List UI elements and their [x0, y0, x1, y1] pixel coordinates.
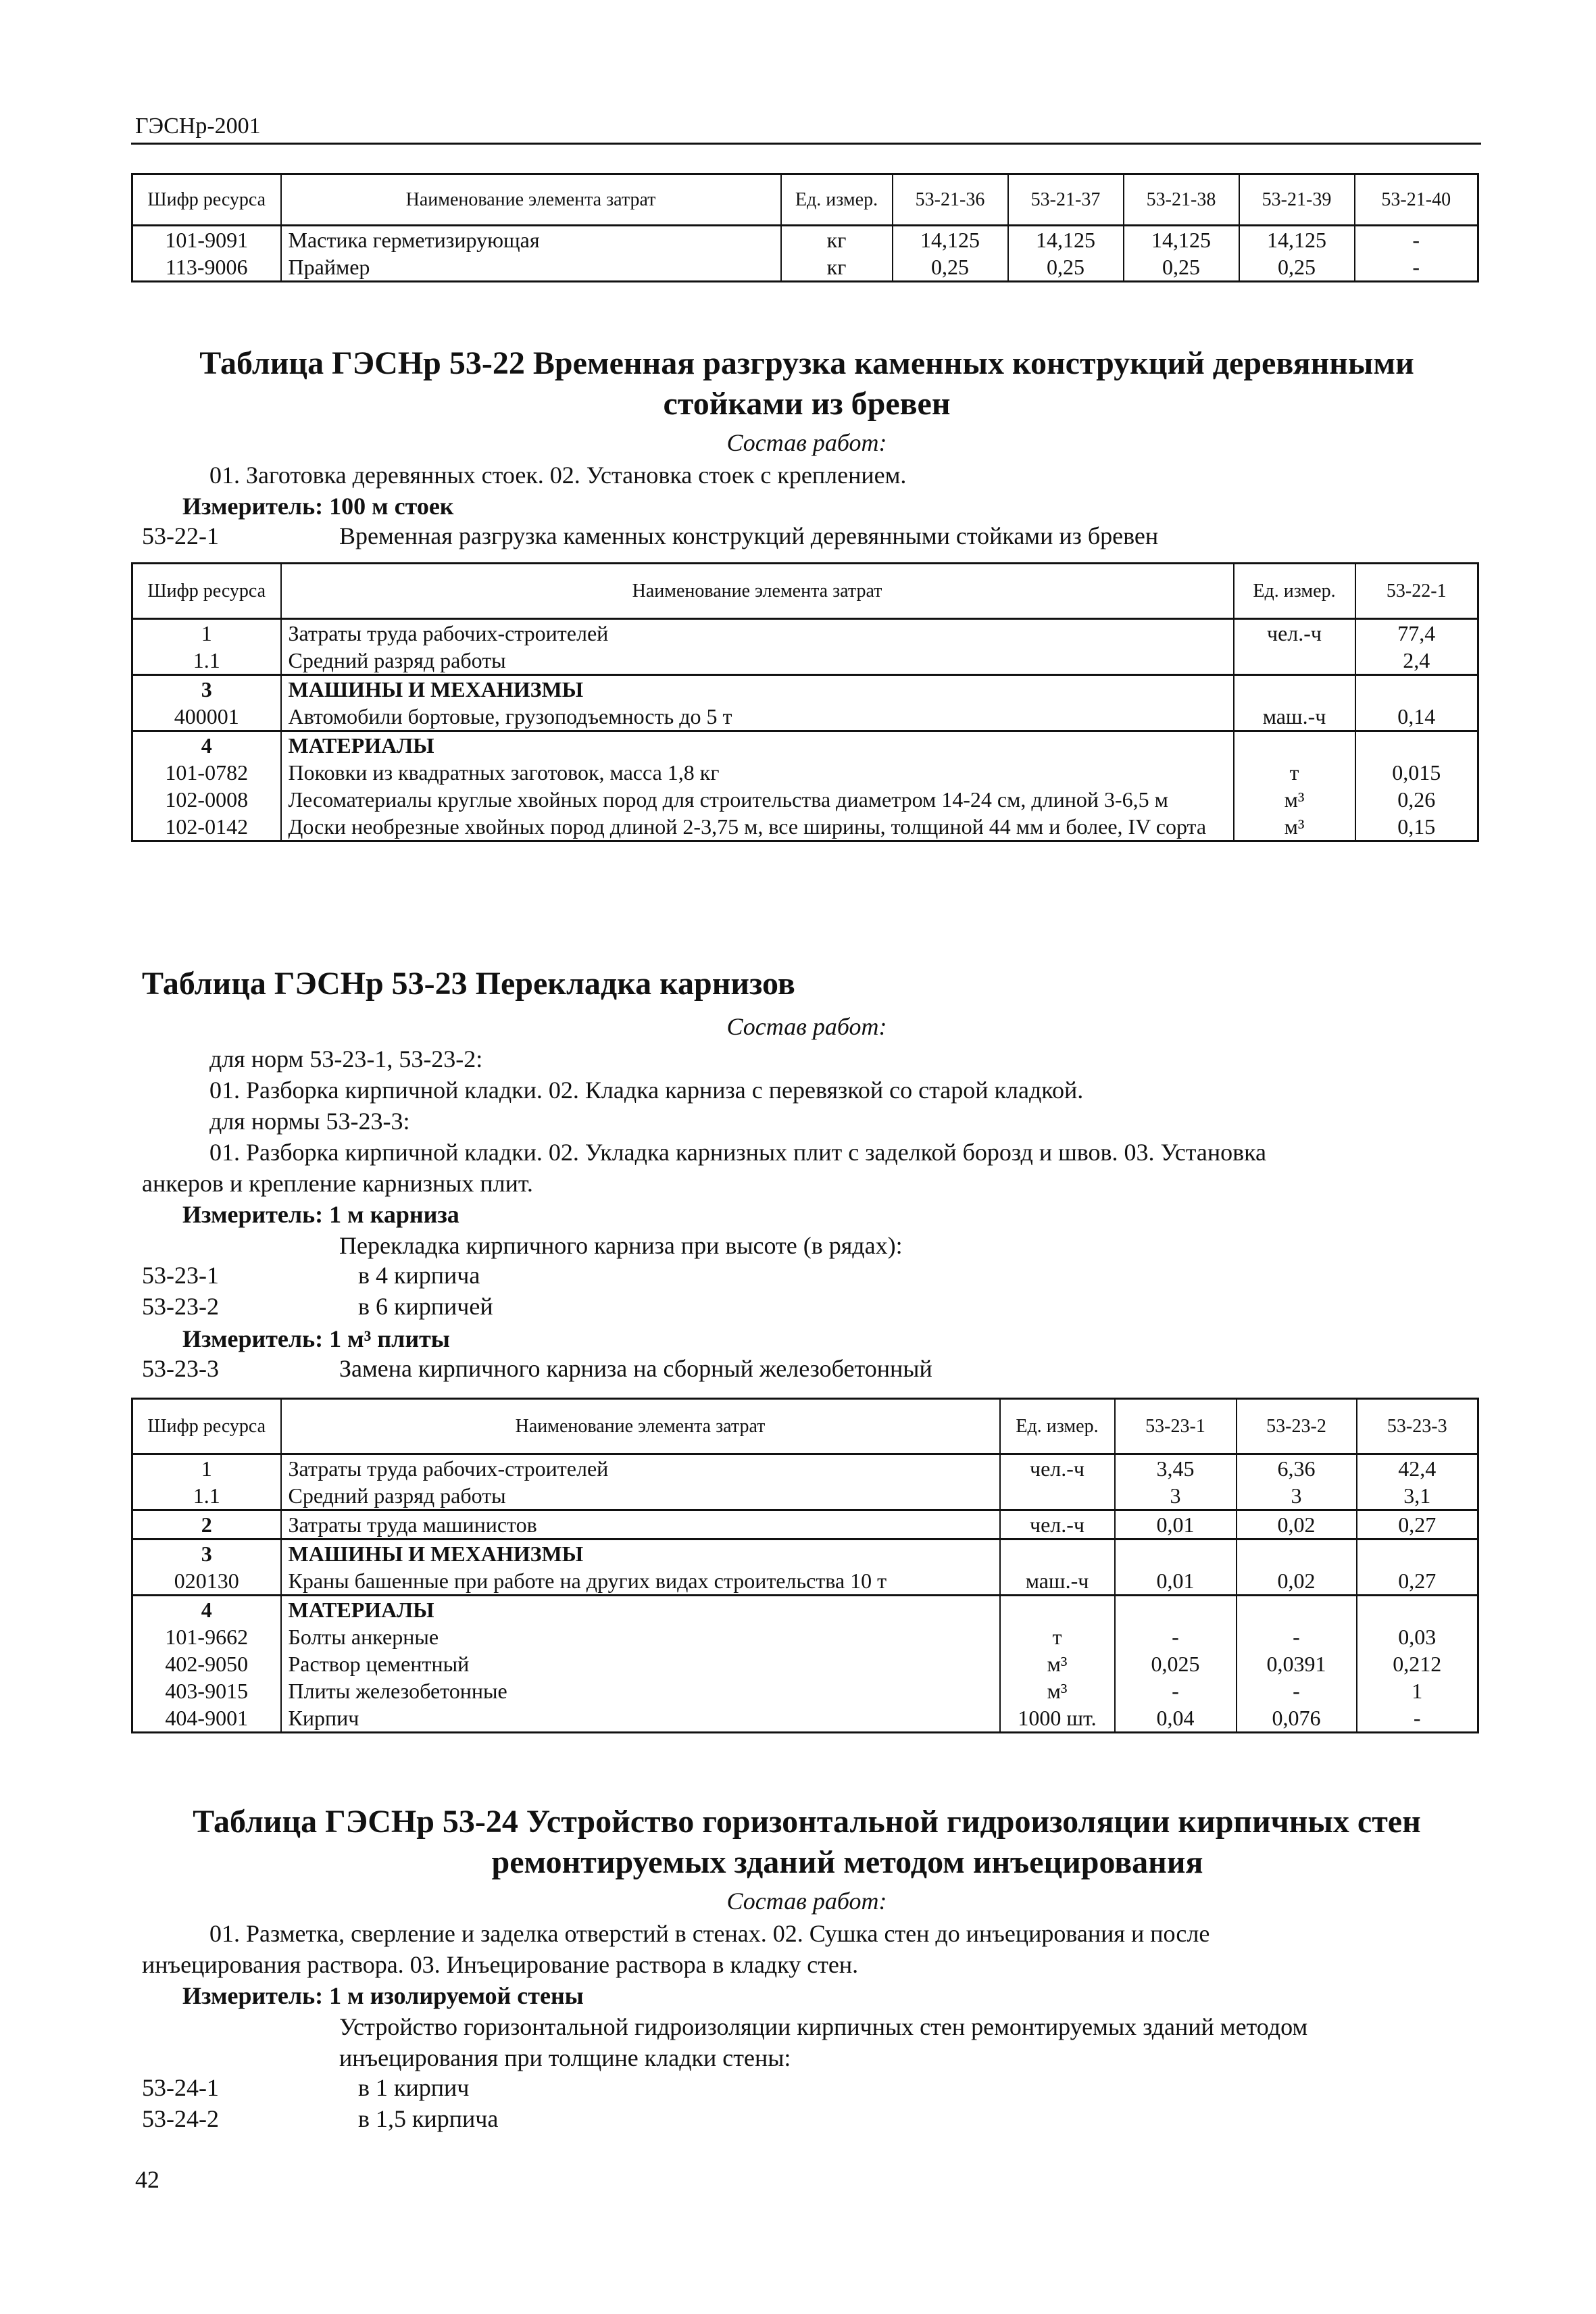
col-header: 53-23-2 [1237, 1399, 1357, 1454]
col-header: 53-23-3 [1357, 1399, 1478, 1454]
table-row: 1 Затраты труда рабочих-строителей чел.-ч 77,4 [132, 619, 1478, 647]
norm-description: Замена кирпичного карниза на сборный железобетонный [339, 1355, 932, 1382]
table-row: 020130 Краны башенные при работе на других видах строительства 10 т маш.-ч 0,01 0,02 0,27 [132, 1567, 1478, 1596]
measure-unit: Измеритель: 1 м карниза [182, 1201, 459, 1228]
sostav-label: Состав работ: [726, 1013, 887, 1040]
col-header: Наименование элемента затрат [281, 1399, 1000, 1454]
work-composition-cont: инъецирования раствора. 03. Инъецирование раствора в кладку стен. [142, 1951, 859, 1978]
measure-unit: Измеритель: 1 м³ плиты [182, 1325, 450, 1352]
col-header: 53-21-36 [893, 174, 1008, 226]
col-header: 53-21-39 [1239, 174, 1355, 226]
table-row: 1.1 Средний разряд работы 2,4 [132, 647, 1478, 675]
norm-code: 53-24-1 [142, 2074, 219, 2101]
table-row: 113-9006 Праймер кг 0,25 0,25 0,25 0,25 - [132, 253, 1478, 282]
header-rule [131, 143, 1481, 145]
col-header: Наименование элемента затрат [281, 174, 781, 226]
table-row: 402-9050 Раствор цементный м³ 0,025 0,0391 0,212 [132, 1650, 1478, 1677]
table-row: 4 МАТЕРИАЛЫ [132, 731, 1478, 760]
col-header: 53-21-40 [1355, 174, 1478, 226]
page-number: 42 [135, 2166, 159, 2193]
norm-description: в 6 кирпичей [358, 1293, 493, 1320]
col-header: Ед. измер. [781, 174, 893, 226]
norm-group-description: Перекладка кирпичного карниза при высоте (в рядах): [339, 1232, 903, 1259]
work-composition: 01. Разметка, сверление и заделка отверстий в стенах. 02. Сушка стен до инъецирования и после [209, 1920, 1210, 1947]
measure-unit: Измеритель: 100 м стоек [182, 493, 454, 520]
table-row: 101-9091 Мастика герметизирующая кг 14,125 14,125 14,125 14,125 - [132, 226, 1478, 254]
col-header: Шифр ресурса [132, 174, 281, 226]
table-row: 101-9662 Болты анкерные т - - 0,03 [132, 1623, 1478, 1650]
norm-description: в 4 кирпича [358, 1262, 480, 1289]
norm-code: 53-23-3 [142, 1355, 219, 1382]
norm-code: 53-24-2 [142, 2105, 219, 2132]
table-53-22 [131, 562, 1479, 842]
col-header: 53-21-37 [1008, 174, 1124, 226]
table-row: 101-0782 Поковки из квадратных заготовок, масса 1,8 кг т 0,015 [132, 759, 1478, 786]
norm-description: в 1,5 кирпича [358, 2105, 499, 2132]
sostav-label: Состав работ: [726, 1888, 887, 1915]
section-title-53-22: Таблица ГЭСНр 53-22 Временная разгрузка каменных конструкций деревянными стойками из бревен [199, 345, 1414, 422]
norm-code: 53-22-1 [142, 522, 219, 549]
work-composition: 01. Разборка кирпичной кладки. 02. Укладка карнизных плит с заделкой борозд и швов. 03. Установка [209, 1139, 1267, 1166]
table-row: 3 МАШИНЫ И МЕХАНИЗМЫ [132, 675, 1478, 704]
table-row: 1.1 Средний разряд работы 3 3 3,1 [132, 1482, 1478, 1510]
table-row: 400001 Автомобили бортовые, грузоподъемность до 5 т маш.-ч 0,14 [132, 703, 1478, 731]
page-header: ГЭСНр-2001 [135, 114, 261, 139]
work-composition: 01. Заготовка деревянных стоек. 02. Установка стоек с креплением. [209, 462, 907, 489]
section-title-53-24: Таблица ГЭСНр 53-24 Устройство горизонтальной гидроизоляции кирпичных стен ремонтируемых зданий методом инъецирования [193, 1804, 1421, 1880]
table-row: 102-0142 Доски необрезные хвойных пород длиной 2-3,75 м, все ширины, толщиной 44 мм и более, IV сорта м³ 0,15 [132, 813, 1478, 841]
table-row: 1 Затраты труда рабочих-строителей чел.-ч 3,45 6,36 42,4 [132, 1454, 1478, 1483]
measure-unit: Измеритель: 1 м изолируемой стены [182, 1982, 584, 2009]
table-row: 2 Затраты труда машинистов чел.-ч 0,01 0,02 0,27 [132, 1510, 1478, 1540]
norms-scope: для нормы 53-23-3: [209, 1108, 410, 1135]
table-row: 3 МАШИНЫ И МЕХАНИЗМЫ [132, 1540, 1478, 1568]
col-header: Шифр ресурса [132, 564, 281, 619]
col-header: Ед. измер. [1000, 1399, 1115, 1454]
norm-code: 53-23-1 [142, 1262, 219, 1289]
col-header: 53-21-38 [1124, 174, 1239, 226]
col-header: 53-23-1 [1115, 1399, 1237, 1454]
table-row: 102-0008 Лесоматериалы круглые хвойных пород для строительства диаметром 14-24 см, длиной 3-6,5 м м³ 0,26 [132, 786, 1478, 813]
col-header: Наименование элемента затрат [281, 564, 1234, 619]
sostav-label: Состав работ: [726, 429, 887, 456]
norm-description: в 1 кирпич [358, 2074, 470, 2101]
norms-scope: для норм 53-23-1, 53-23-2: [209, 1045, 483, 1073]
col-header: 53-22-1 [1355, 564, 1478, 619]
work-composition-cont: анкеров и крепление карнизных плит. [142, 1170, 533, 1197]
norm-group-description-cont: инъецирования при толщине кладки стены: [339, 2044, 791, 2071]
table-53-21 [131, 173, 1479, 282]
norm-description: Временная разгрузка каменных конструкций деревянными стойками из бревен [339, 522, 1159, 549]
table-row: 4 МАТЕРИАЛЫ [132, 1596, 1478, 1624]
work-composition: 01. Разборка кирпичной кладки. 02. Кладка карниза с перевязкой со старой кладкой. [209, 1077, 1084, 1104]
col-header: Шифр ресурса [132, 1399, 281, 1454]
section-title-53-23: Таблица ГЭСНр 53-23 Перекладка карнизов [142, 966, 795, 1002]
table-row: 403-9015 Плиты железобетонные м³ - - 1 [132, 1677, 1478, 1704]
table-53-23 [131, 1398, 1479, 1733]
norm-group-description: Устройство горизонтальной гидроизоляции кирпичных стен ремонтируемых зданий методом [339, 2013, 1308, 2040]
norm-code: 53-23-2 [142, 1293, 219, 1320]
table-row: 404-9001 Кирпич 1000 шт. 0,04 0,076 - [132, 1704, 1478, 1733]
col-header: Ед. измер. [1234, 564, 1355, 619]
